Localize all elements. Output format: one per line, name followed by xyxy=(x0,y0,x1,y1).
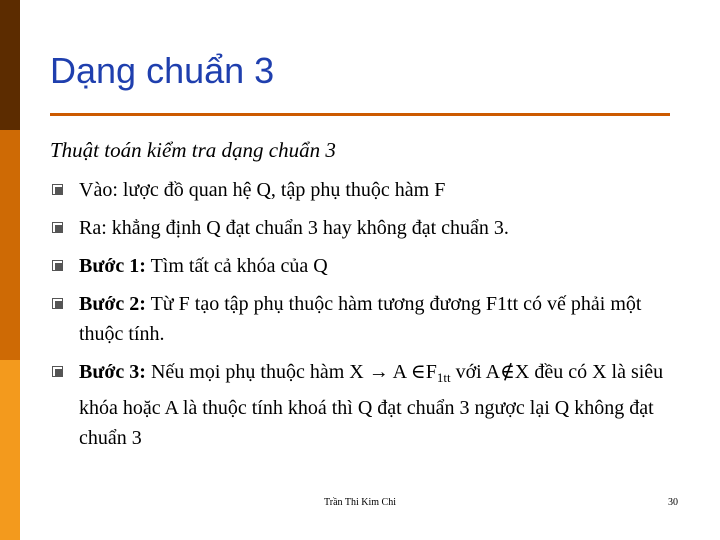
bullet-text: Ra: khẳng định Q đạt chuẩn 3 hay không đạt chuẩn 3. xyxy=(79,217,509,239)
sidebar-accent-bottom xyxy=(0,360,20,540)
bullet-step-3 xyxy=(50,357,670,453)
bullet-text-part-b: với A∉X đều có X là siêu khóa hoặc A là thuộc tính khoá thì Q đạt chuẩn 3 ngược lại Q không đạt chuẩn 3 xyxy=(79,361,664,449)
bullet-step-2 xyxy=(50,289,670,349)
slide-subtitle: Thuật toán kiểm tra dạng chuẩn 3 xyxy=(50,138,336,162)
bullet-text: Vào: lược đồ quan hệ Q, tập phụ thuộc hàm F xyxy=(79,179,446,201)
bullet-text-part-a: Nếu mọi phụ thuộc hàm X → A ∈F xyxy=(145,361,437,383)
step-label: Bước 3: xyxy=(79,361,146,383)
step-label: Bước 1: xyxy=(79,255,146,277)
footer-author: Trần Thi Kim Chi xyxy=(324,497,396,508)
bullet-output xyxy=(50,213,670,243)
bullet-step-1 xyxy=(50,251,670,281)
bullet-text: Từ F tạo tập phụ thuộc hàm tương đương F1tt có vế phải một thuộc tính. xyxy=(79,293,642,345)
square-bullet-icon xyxy=(52,260,63,271)
step-label: Bước 2: xyxy=(79,293,146,315)
title-divider xyxy=(50,113,670,116)
sidebar-accent-top xyxy=(0,0,20,130)
square-bullet-icon xyxy=(52,366,63,377)
bullet-list xyxy=(50,175,670,461)
subscript-text: 1tt xyxy=(436,370,451,385)
sidebar-accent-middle xyxy=(0,130,20,360)
bullet-input xyxy=(50,175,670,205)
square-bullet-icon xyxy=(52,298,63,309)
page-number: 30 xyxy=(668,497,678,508)
square-bullet-icon xyxy=(52,222,63,233)
square-bullet-icon xyxy=(52,184,63,195)
bullet-text: Tìm tất cả khóa của Q xyxy=(145,255,328,277)
slide-title: Dạng chuẩn 3 xyxy=(50,50,275,91)
